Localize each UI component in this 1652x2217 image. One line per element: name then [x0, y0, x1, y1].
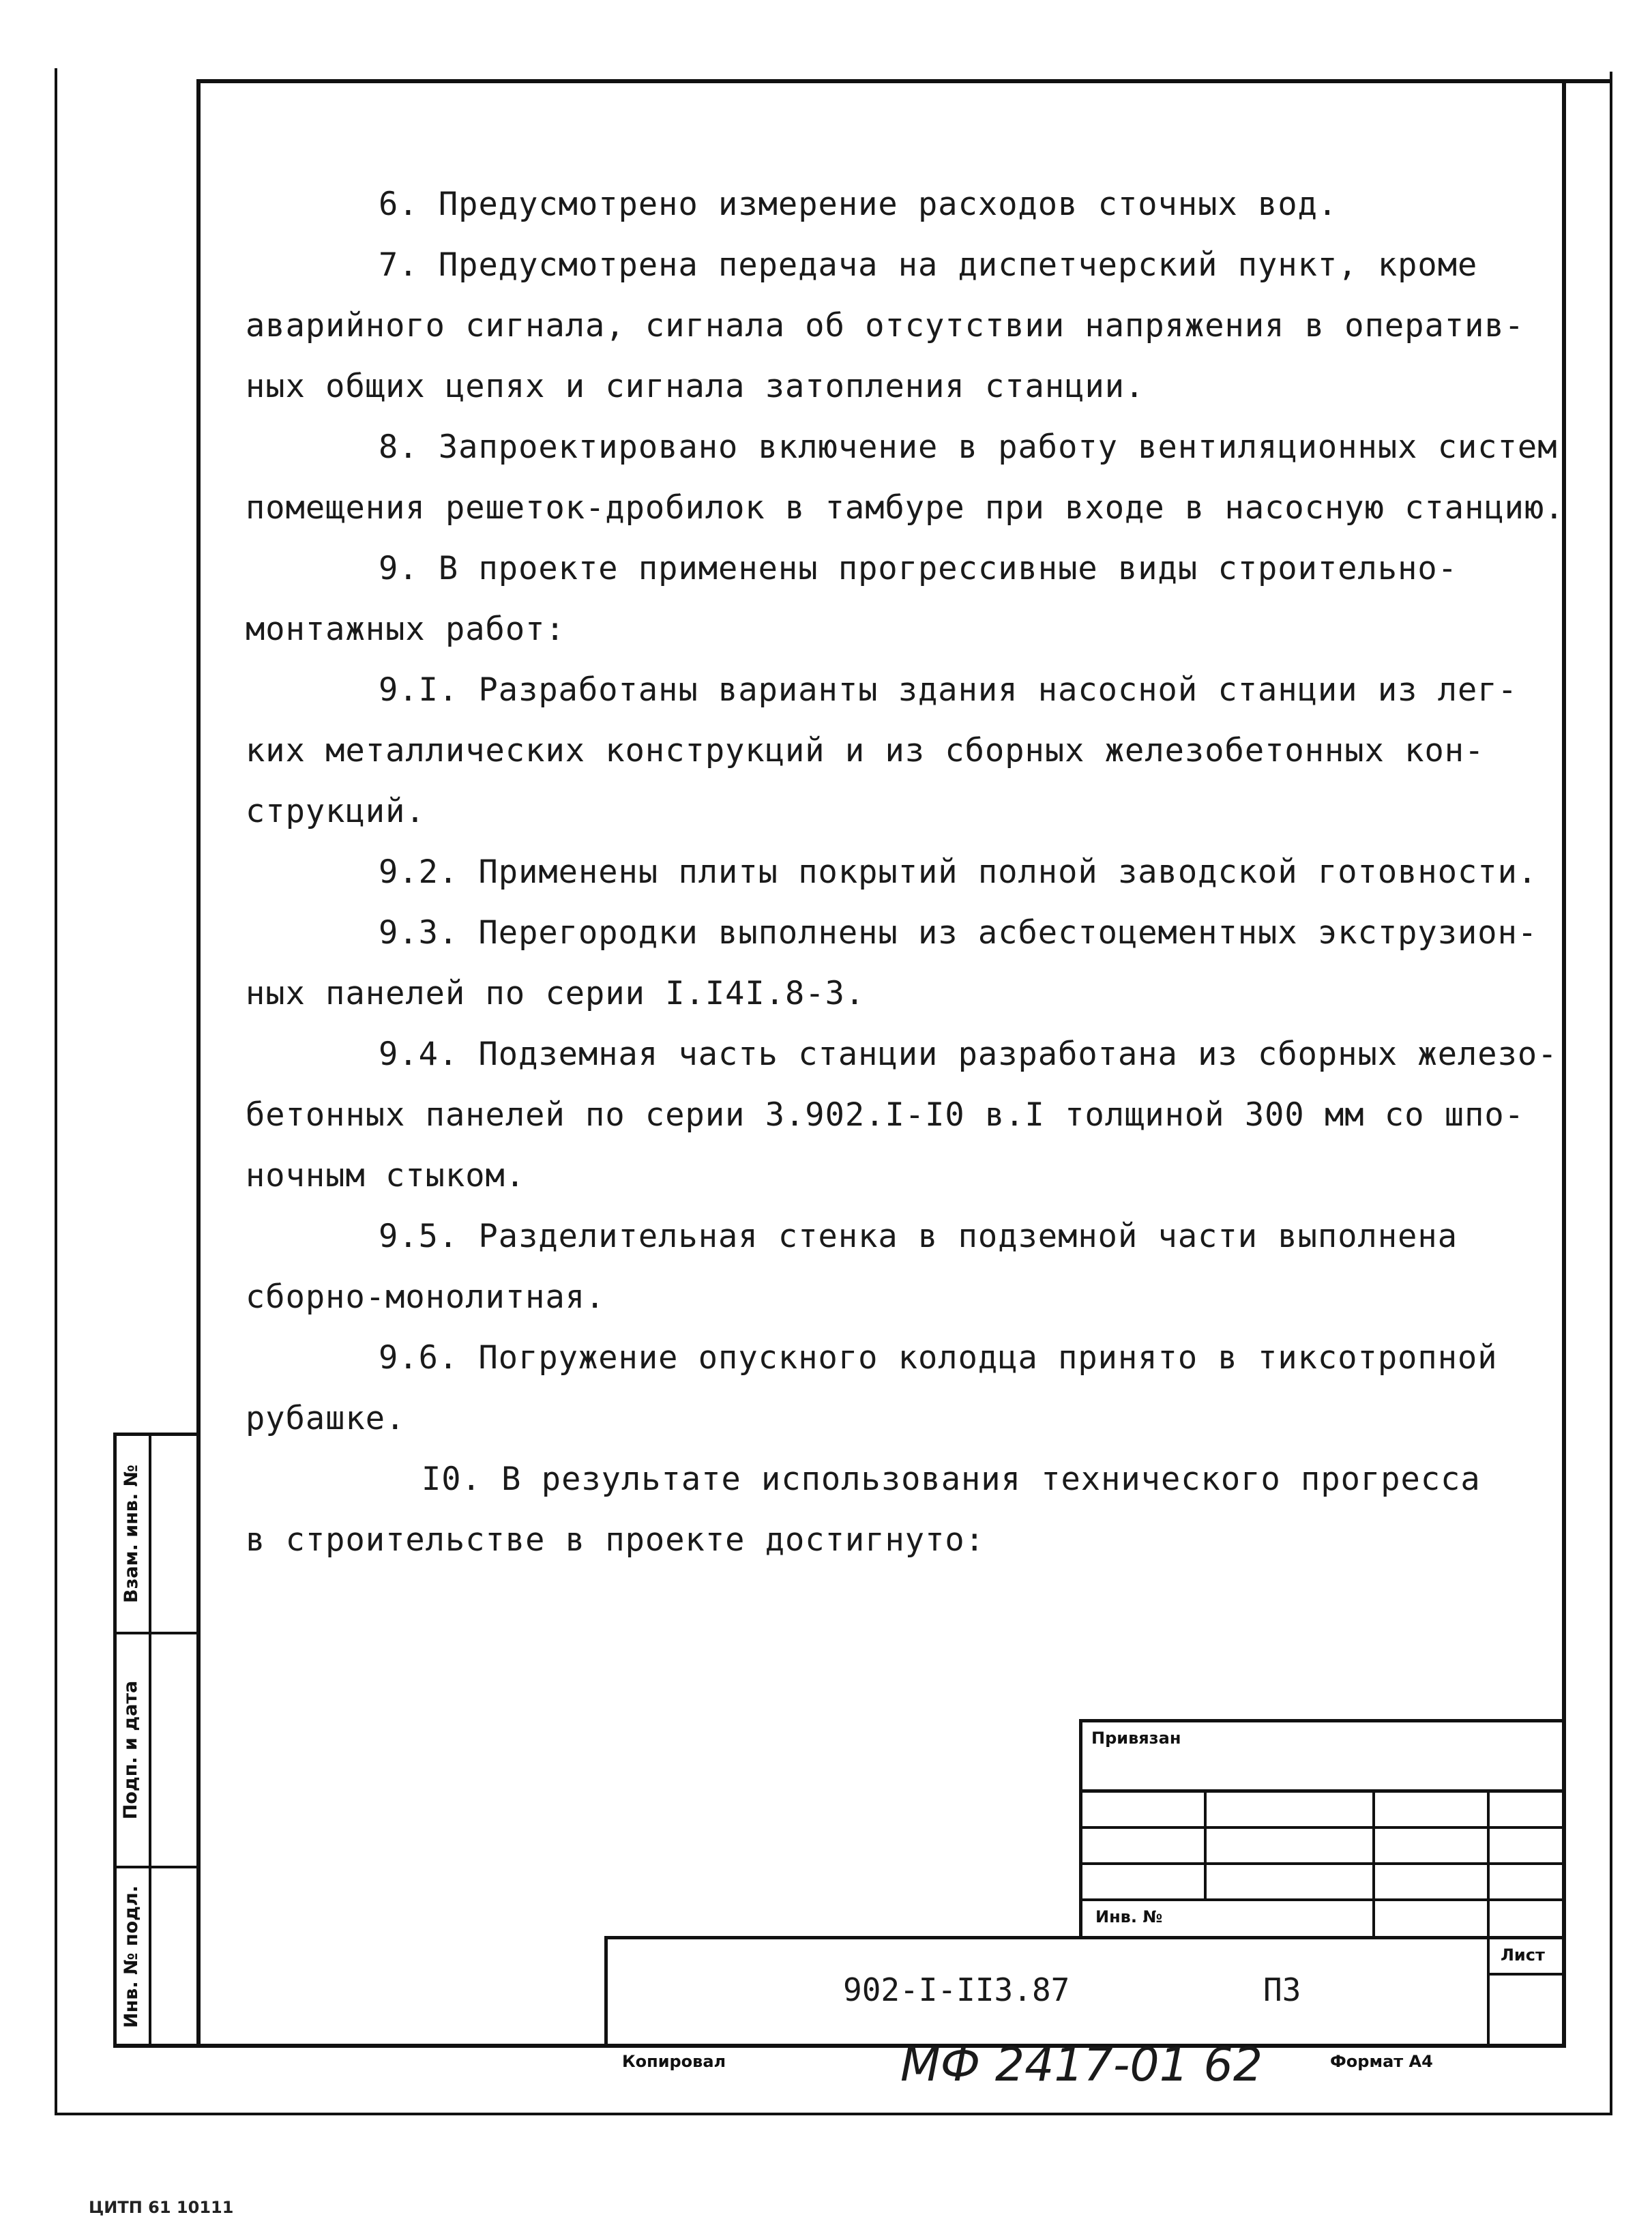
tb-col-line [1372, 1789, 1375, 1939]
tb-main-left [604, 1936, 608, 2048]
paragraph-line: ных общих цепях и сигнала затопления станции. [246, 368, 1145, 405]
tb-privyazan-left [1079, 1719, 1082, 1939]
paragraph-line: бетонных панелей по серии 3.902.I-I0 в.I толщиной 300 мм со шпо- [246, 1096, 1524, 1134]
handwritten-archive-number: МФ 2417-01 62 [900, 2038, 1263, 2092]
privyazan-label: Привязан [1091, 1729, 1181, 1748]
paragraph-9-4: 9.4. Подземная часть станции разработана из сборных железо- [379, 1036, 1558, 1073]
paragraph-line: помещения решеток-дробилок в тамбуре при входе в насосную станцию. [246, 489, 1565, 527]
paragraph-line: в строительстве в проекте достигнуто: [246, 1521, 985, 1559]
format-label: Формат А4 [1330, 2052, 1433, 2071]
paragraph-line: ночным стыком. [246, 1157, 526, 1194]
tb-row-line [1079, 1826, 1566, 1829]
inv-no-label: Инв. № [1095, 1907, 1163, 1926]
tb-col-line [1487, 1789, 1490, 2048]
paragraph-9-1: 9.I. Разработаны варианты здания насосной станции из лег- [379, 671, 1518, 709]
tb-row-line [1079, 1862, 1566, 1865]
document-type: ПЗ [1263, 1971, 1301, 2008]
side-stamp-divider [149, 1433, 151, 2048]
tb-list-divider [1487, 1973, 1566, 1976]
tb-privyazan-top [1079, 1719, 1566, 1722]
print-mark: ЦИТП 61 10111 [89, 2198, 234, 2217]
paragraph-line: сборно-монолитная. [246, 1278, 606, 1316]
podp-data-label: Подп. и дата [120, 1680, 142, 1820]
paragraph-line: аварийного сигнала, сигнала об отсутствии напряжения в оператив- [246, 307, 1524, 344]
sheet-left-edge [55, 68, 57, 2115]
paragraph-9-6: 9.6. Погружение опускного колодца принято в тиксотропной [379, 1339, 1498, 1377]
paragraph-6: 6. Предусмотрено измерение расходов сточных вод. [379, 186, 1338, 223]
kopiroval-label: Копировал [622, 2052, 726, 2071]
paragraph-line: струкций. [246, 793, 426, 830]
sheet-right-edge [1610, 72, 1612, 2115]
inv-podl-label: Инв. № подл. [120, 1885, 142, 2028]
tb-row-line [1079, 1789, 1566, 1793]
tb-row-line [1079, 1898, 1566, 1901]
sheet-bottom-edge [55, 2113, 1612, 2115]
paragraph-9-2: 9.2. Применены плиты покрытий полной заводской готовности. [379, 853, 1538, 891]
paragraph-line: рубашке. [246, 1400, 406, 1437]
paragraph-10: I0. В результате использования технического прогресса [422, 1460, 1481, 1498]
paragraph-9-5: 9.5. Разделительная стенка в подземной части выполнена [379, 1218, 1458, 1255]
document-body [246, 174, 1565, 1593]
frame-top [196, 79, 1612, 83]
paragraph-7: 7. Предусмотрена передача на диспетчерский пункт, кроме [379, 246, 1478, 284]
paragraph-9: 9. В проекте применены прогрессивные виды строительно- [379, 550, 1458, 587]
paragraph-line: ных панелей по серии I.I4I.8-3. [246, 975, 866, 1012]
paragraph-8: 8. Запроектировано включение в работу вентиляционных систем [379, 428, 1558, 466]
document-code: 902-I-II3.87 [843, 1971, 1070, 2008]
paragraph-line: ких металлических конструкций и из сборных железобетонных кон- [246, 732, 1485, 769]
tb-col-line [1204, 1789, 1207, 1901]
paragraph-9-3: 9.3. Перегородки выполнены из асбестоцементных экструзион- [379, 914, 1538, 952]
title-block [604, 1719, 1566, 2048]
vzam-inv-label: Взам. инв. № [120, 1464, 142, 1604]
tb-main-top [604, 1936, 1566, 1939]
paragraph-line: монтажных работ: [246, 611, 565, 648]
list-label: Лист [1501, 1946, 1545, 1965]
